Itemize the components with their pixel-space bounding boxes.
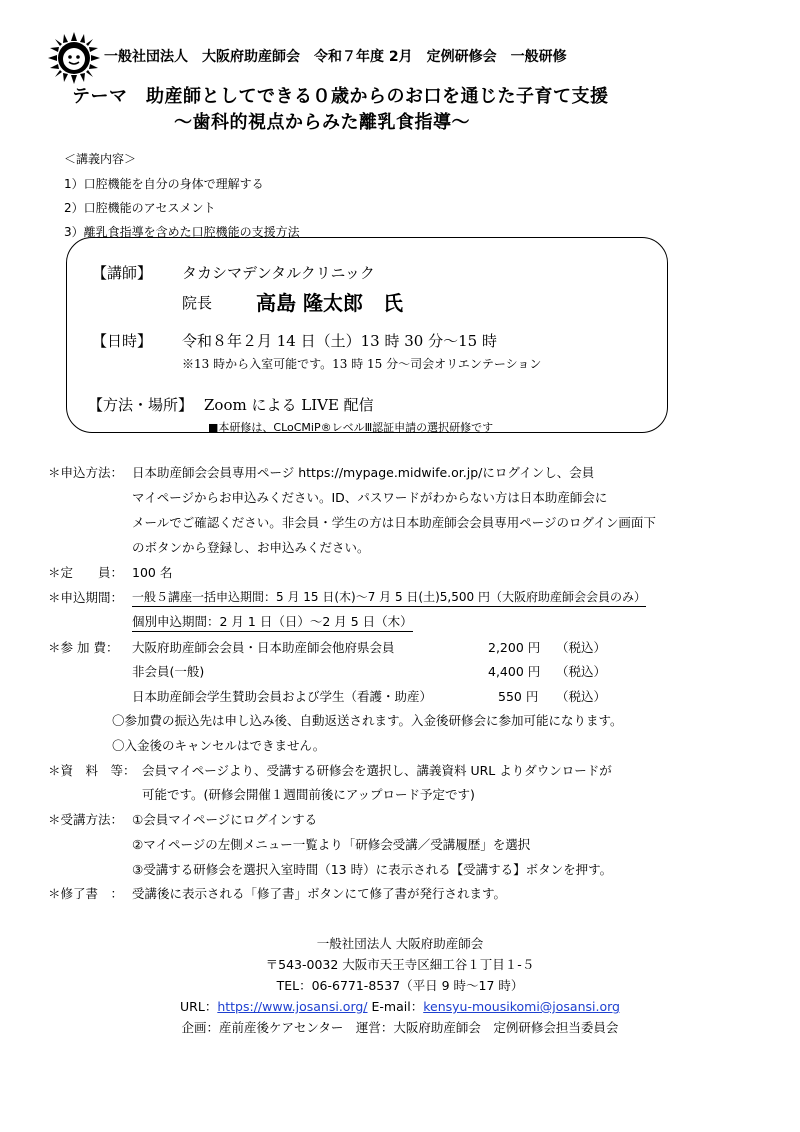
footer-tel: TEL：06-6771-8537（平日 9 時～17 時）	[276, 978, 524, 993]
capacity-value: 100 名	[132, 565, 173, 580]
period-bulk: 一般５講座一括申込期間：5 月 15 日(木)～7 月 5 日(土)5,500 円（大阪府助産師会会員のみ）	[132, 588, 646, 607]
footer-address: 〒543-0032 大阪市天王寺区細工谷１丁目１-５	[265, 957, 535, 972]
fee-label: ＊参 加 費：	[48, 640, 119, 655]
method-label: 【方法・場所】	[88, 396, 194, 414]
email-link[interactable]: kensyu-mousikomi@josansi.org	[423, 999, 620, 1014]
apply-line: メールでご確認ください。非会員・学生の方は日本助産師会会員専用ページのログイン画面下	[132, 515, 656, 530]
certificate-text: 受講後に表示される「修了書」ボタンにて修了書が発行されます。	[132, 886, 507, 901]
url-label: URL：	[180, 999, 218, 1014]
page-title: テーマ 助産師としてできる０歳からのお口を通じた子育て支援	[72, 86, 609, 107]
course-heading: ＜講義内容＞	[64, 152, 137, 166]
footer-org: 一般社団法人 大阪府助産師会	[316, 936, 484, 951]
course-item: 2）口腔機能のアセスメント	[64, 201, 216, 215]
certificate-label: ＊修了書 ：	[48, 886, 124, 901]
apply-label: ＊申込方法：	[48, 465, 124, 480]
material-label: ＊資 料 等：	[48, 763, 136, 778]
attend-step: ②マイページの左側メニュー一覧より「研修会受講／受講履歴」を選択	[132, 837, 531, 852]
fee-who: 日本助産師会学生賛助会員および学生（看護・助産）	[132, 689, 433, 704]
course-item: 3）離乳食指導を含めた口腔機能の支援方法	[64, 225, 300, 239]
fee-note: 〇入金後のキャンセルはできません。	[112, 738, 326, 753]
fee-amount: 550 円	[498, 689, 539, 704]
course-item: 1）口腔機能を自分の身体で理解する	[64, 177, 264, 191]
email-label: E-mail：	[371, 999, 424, 1014]
fee-tax: （税込）	[556, 689, 607, 704]
attend-label: ＊受講方法：	[48, 812, 124, 827]
fee-amount: 2,200 円	[488, 640, 541, 655]
lecturer-label: 【講師】	[92, 264, 153, 282]
date-note: ※13 時から入室可能です。13 時 15 分～司会オリエンテーション	[182, 357, 542, 371]
date-label: 【日時】	[92, 332, 153, 350]
apply-line: マイページからお申込みください。ID、パスワードがわからない方は日本助産師会に	[132, 490, 608, 505]
event-date: 令和８年２月 14 日（土）13 時 30 分～15 時	[182, 332, 497, 350]
fee-who: 非会員(一般)	[132, 664, 205, 679]
attend-step: ③受講する研修会を選択入室時間（13 時）に表示される【受講する】ボタンを押す。	[132, 862, 613, 877]
apply-line: 日本助産師会会員専用ページ https://mypage.midwife.or.jp/にログインし、会員	[132, 465, 595, 480]
material-line: 会員マイページより、受講する研修会を選択し、講義資料 URL よりダウンロードが	[142, 763, 612, 778]
fee-tax: （税込）	[556, 640, 607, 655]
website-link[interactable]: https://www.josansi.org/	[217, 999, 368, 1014]
period-label: ＊申込期間：	[48, 590, 124, 605]
attend-step: ①会員マイページにログインする	[132, 812, 318, 827]
sun-mascot-logo	[48, 32, 100, 84]
method-value: Zoom による LIVE 配信	[204, 396, 374, 414]
footer-credit: 企画：産前産後ケアセンター 運営：大阪府助産師会 定例研修会担当委員会	[181, 1020, 619, 1035]
fee-note: 〇参加費の振込先は申し込み後、自動返送されます。入金後研修会に参加可能になります。	[112, 713, 623, 728]
page-subtitle: ～歯科的視点からみた離乳食指導～	[174, 112, 470, 133]
material-line: 可能です。(研修会開催１週間前後にアップロード予定です)	[142, 787, 475, 802]
organization-header: 一般社団法人 大阪府助産師会 令和７年度 2月 定例研修会 一般研修	[104, 49, 567, 65]
capacity-label: ＊定 員：	[48, 565, 124, 580]
lecturer-name: 高島 隆太郎 氏	[256, 291, 403, 315]
footer-contact-line	[0, 997, 800, 1015]
lecturer-role: 院長	[182, 294, 213, 312]
fee-tax: （税込）	[556, 664, 607, 679]
lecturer-clinic: タカシマデンタルクリニック	[182, 264, 375, 282]
period-individual: 個別申込期間：2 月 1 日（日）～2 月 5 日（木）	[132, 612, 413, 632]
method-note: ■本研修は、CLoCMiP®レベルⅢ認証申請の選択研修です	[208, 421, 494, 434]
fee-amount: 4,400 円	[488, 664, 541, 679]
fee-who: 大阪府助産師会会員・日本助産師会他府県会員	[132, 640, 395, 655]
apply-line: のボタンから登録し、お申込みください。	[132, 540, 370, 555]
